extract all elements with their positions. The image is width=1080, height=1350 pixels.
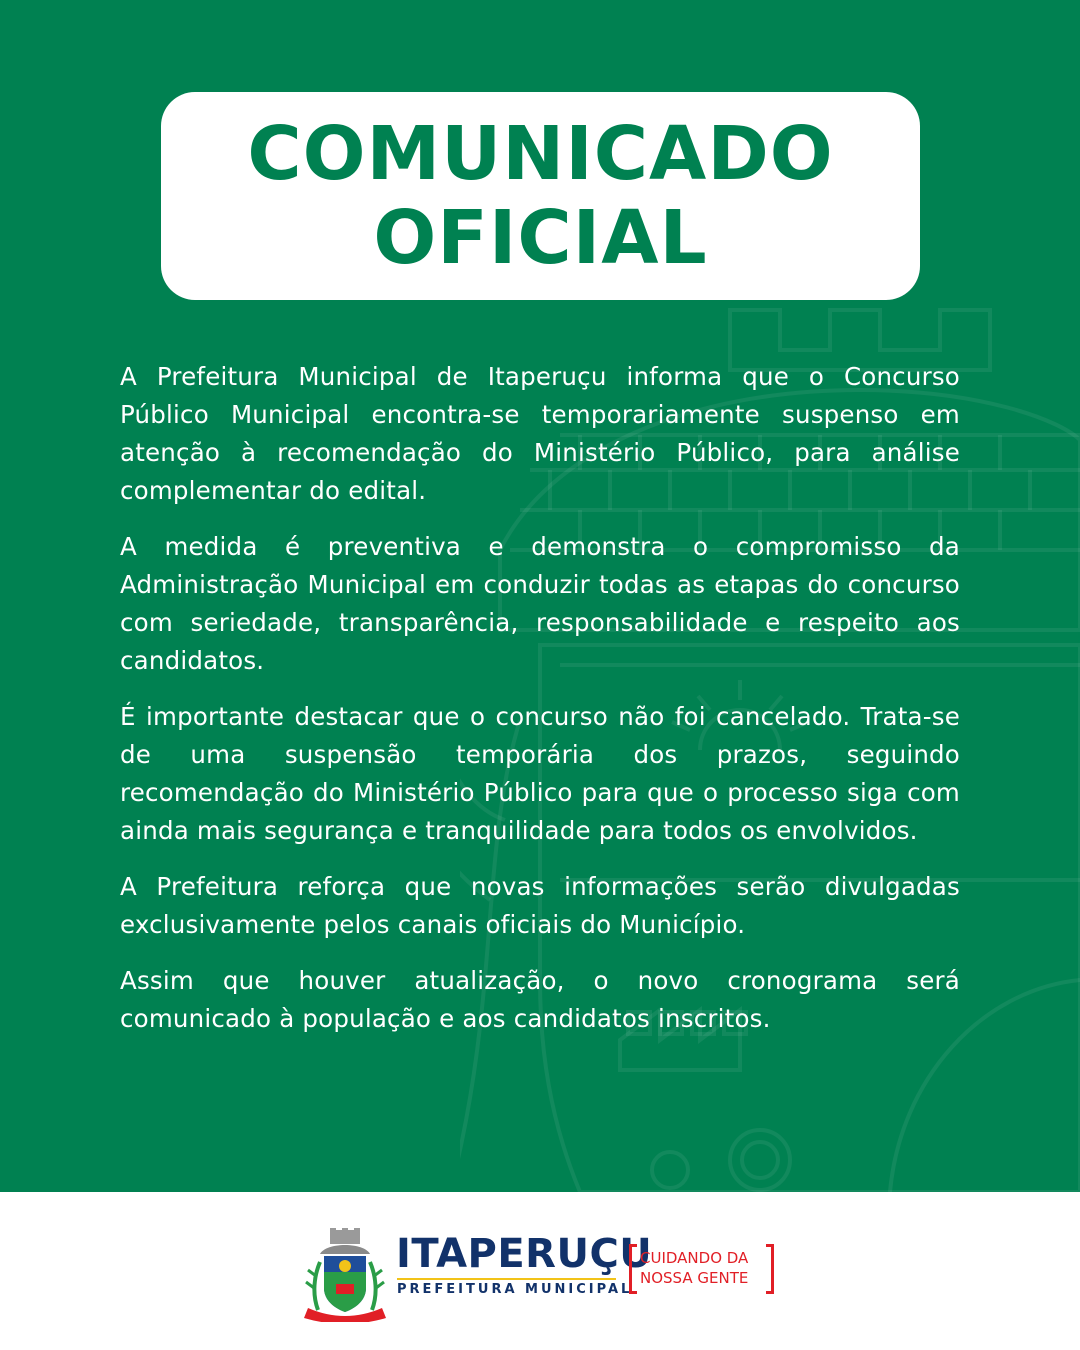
brand-underline [397,1278,616,1280]
brand-name: ITAPERUÇU [396,1231,653,1277]
slogan-bracket-left [629,1244,637,1294]
slogan-line-1: CUIDANDO DA [640,1249,749,1267]
municipal-coat-of-arms-icon [302,1228,388,1322]
title-banner [161,92,920,300]
brand-subtitle: PREFEITURA MUNICIPAL [397,1282,633,1297]
slogan-bracket-right [766,1244,774,1294]
announcement-body [120,358,960,1056]
slogan [640,1248,764,1288]
slogan-line-2: NOSSA GENTE [640,1269,749,1287]
paragraph-official-channels: A Prefeitura reforça que novas informações serão divulgadas exclusivamente pelos canais oficiais do Município. [120,872,960,939]
paragraph-not-cancelled: É importante destacar que o concurso não foi cancelado. Trata-se de uma suspensão temporária dos prazos, seguindo recomendação do Ministério Público para que o processo siga com ainda mais segurança e tranquilidade para todos os envolvidos. [120,702,960,845]
paragraph-preventive-measure: A medida é preventiva e demonstra o compromisso da Administração Municipal em conduzir todas as etapas do concurso com seriedade, transparência, responsabilidade e respeito aos candidatos. [120,532,960,675]
page-title-line-1: COMUNICADO [247,111,834,197]
page-title-line-2: OFICIAL [373,195,708,281]
paragraph-new-schedule: Assim que houver atualização, o novo cronograma será comunicado à população e aos candidatos inscritos. [120,966,960,1033]
footer-logo-bar [0,1192,1080,1350]
paragraph-suspension-notice: A Prefeitura Municipal de Itaperuçu informa que o Concurso Público Municipal encontra-se temporariamente suspenso em atenção à recomendação do Ministério Público, para análise complementar do edital. [120,362,960,505]
